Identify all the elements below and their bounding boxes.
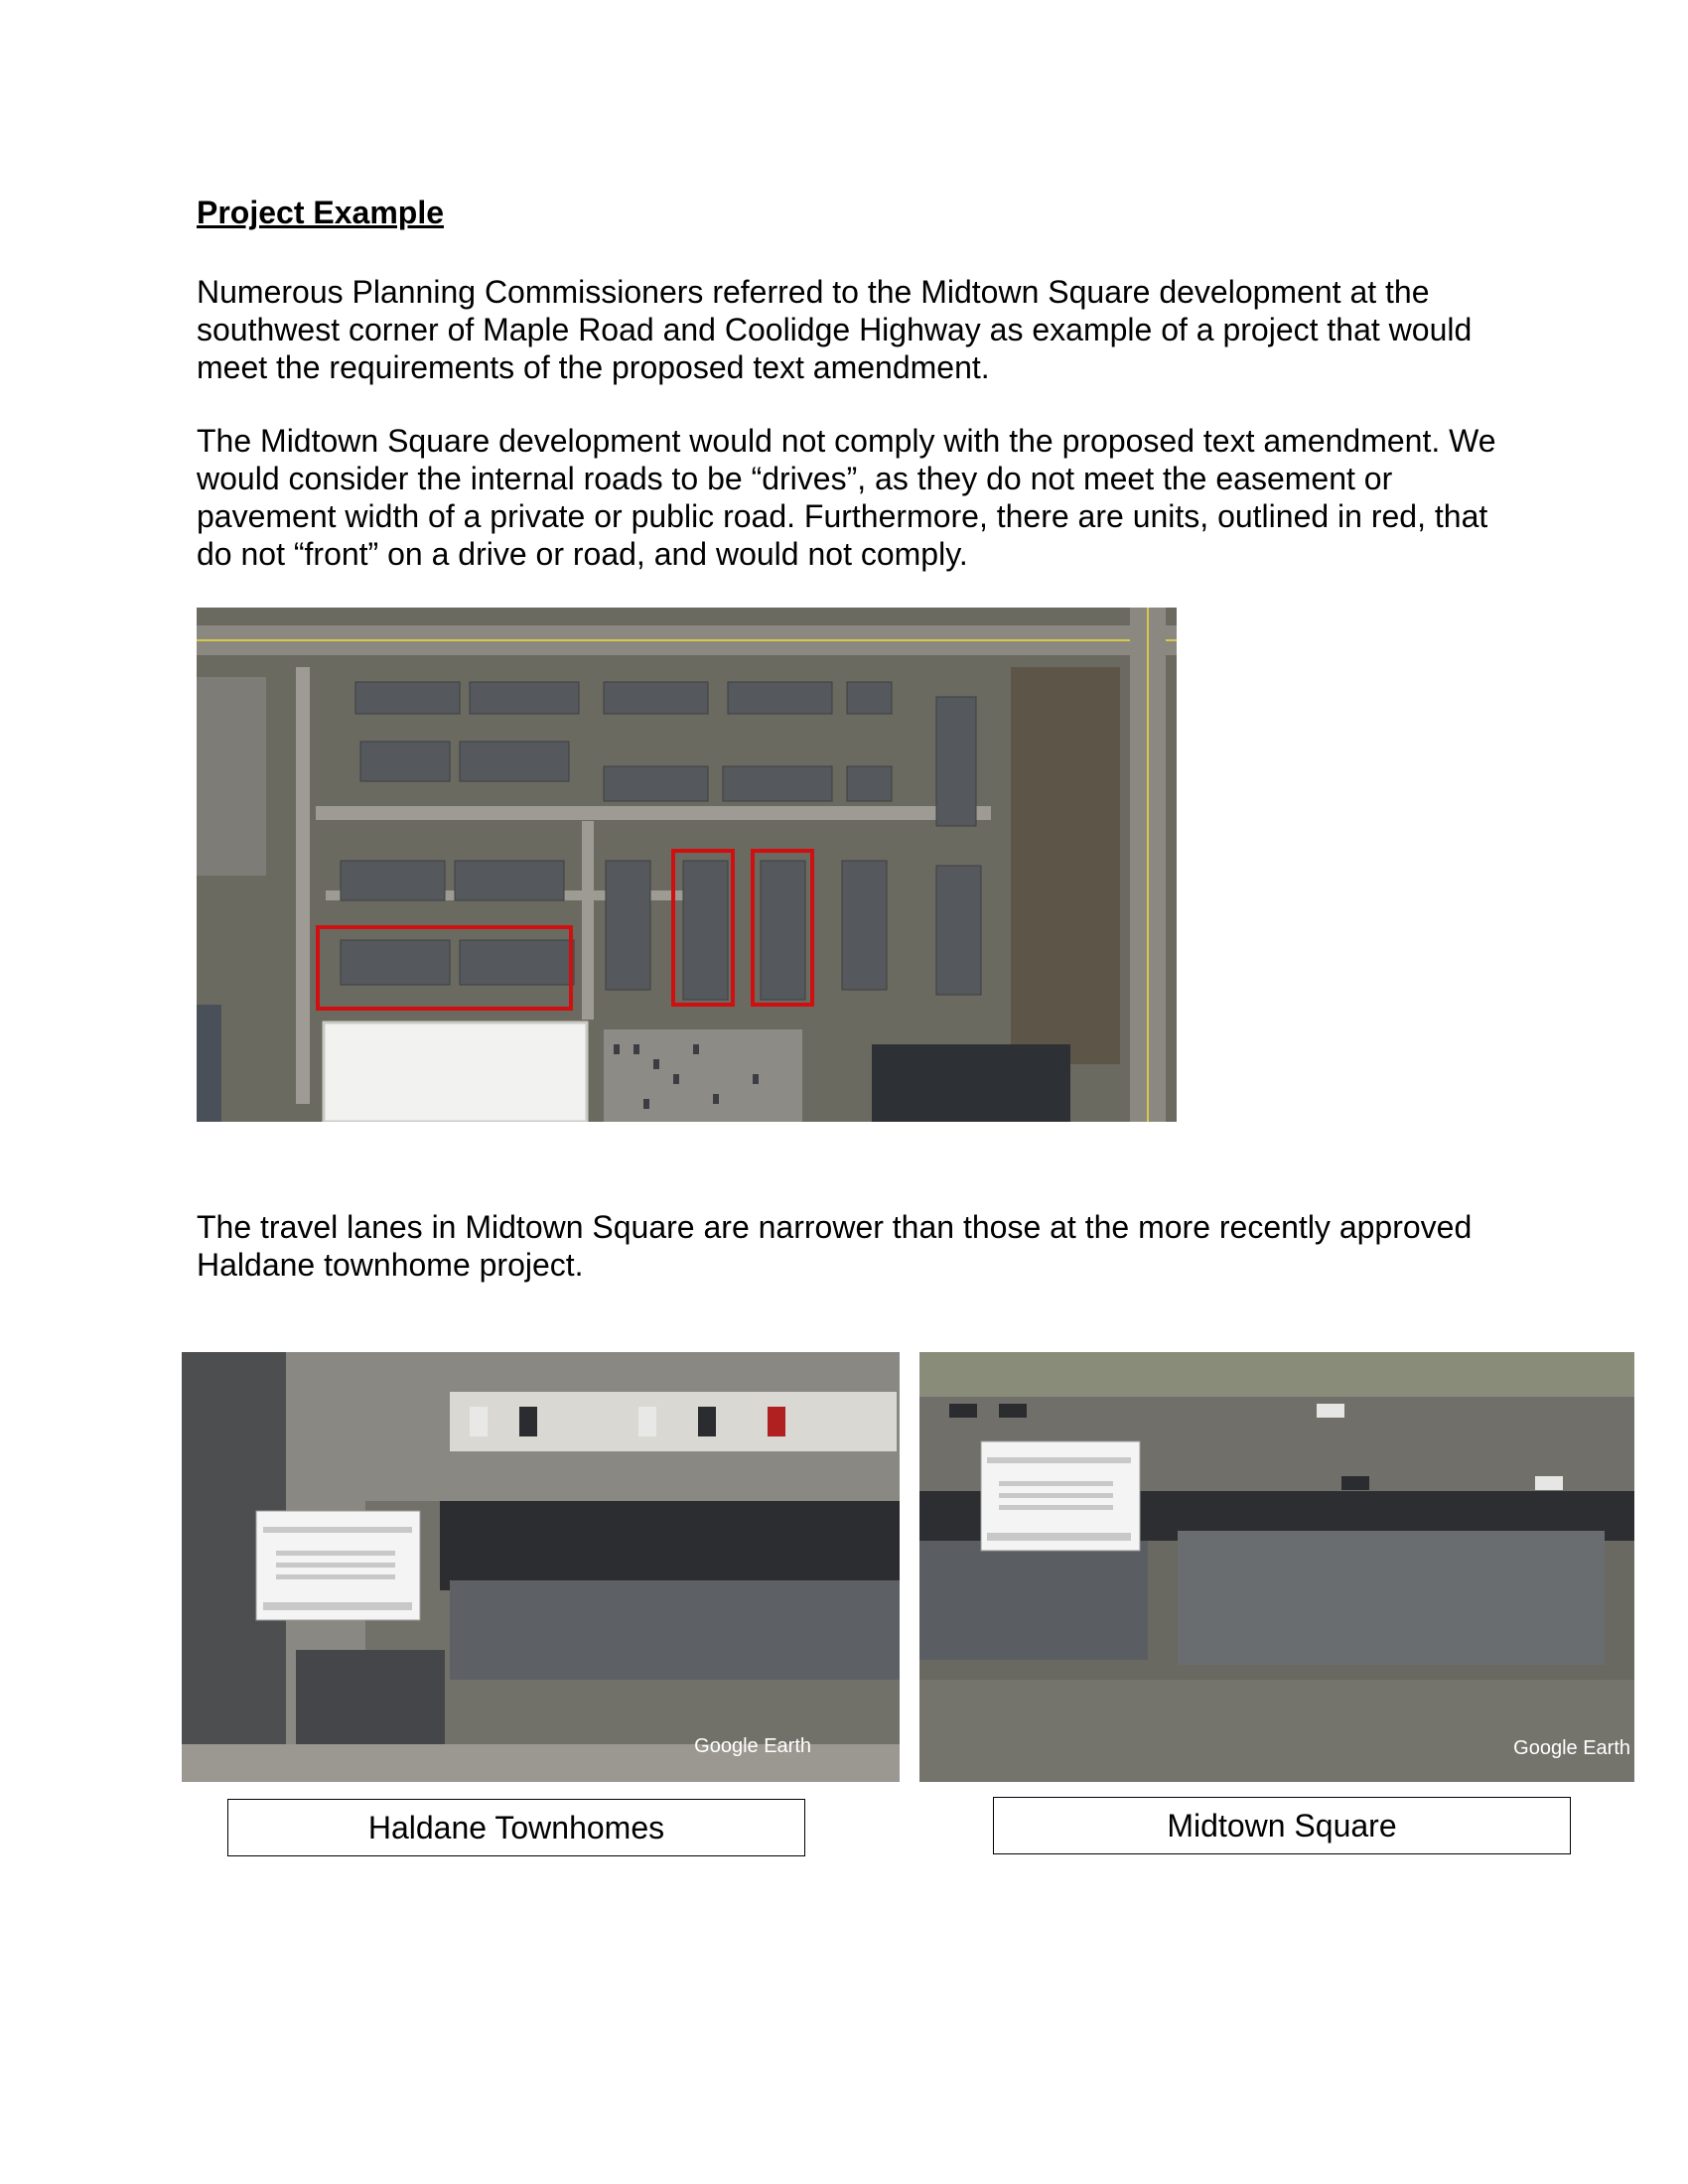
paragraph-compliance: The Midtown Square development would not comply with the proposed text amendment. We would consider the internal roads to be “drives”, as they do not meet the easement or pavement width of a private or public road. Furthermore, there are units, outlined in red, that do not “front” on a drive or road, and would not comply. <box>197 423 1496 572</box>
aerial-site-image <box>197 608 1177 1122</box>
google-earth-watermark: Google Earth <box>694 1735 811 1757</box>
midtown-aerial-image <box>919 1352 1634 1782</box>
paragraph-intro: Numerous Planning Commissioners referred to the Midtown Square development at the southwest corner of Maple Road and Coolidge Highway as example of a project that would meet the requirements of the proposed text amendment. <box>197 274 1473 385</box>
paragraph-travel-lanes: The travel lanes in Midtown Square are narrower than those at the more recently approved Haldane townhome project. <box>197 1209 1473 1283</box>
caption-midtown: Midtown Square <box>993 1797 1571 1854</box>
haldane-aerial-image <box>182 1352 900 1782</box>
google-earth-watermark: Google Earth <box>1513 1737 1630 1759</box>
caption-haldane: Haldane Townhomes <box>227 1799 805 1856</box>
section-heading: Project Example <box>197 195 444 230</box>
